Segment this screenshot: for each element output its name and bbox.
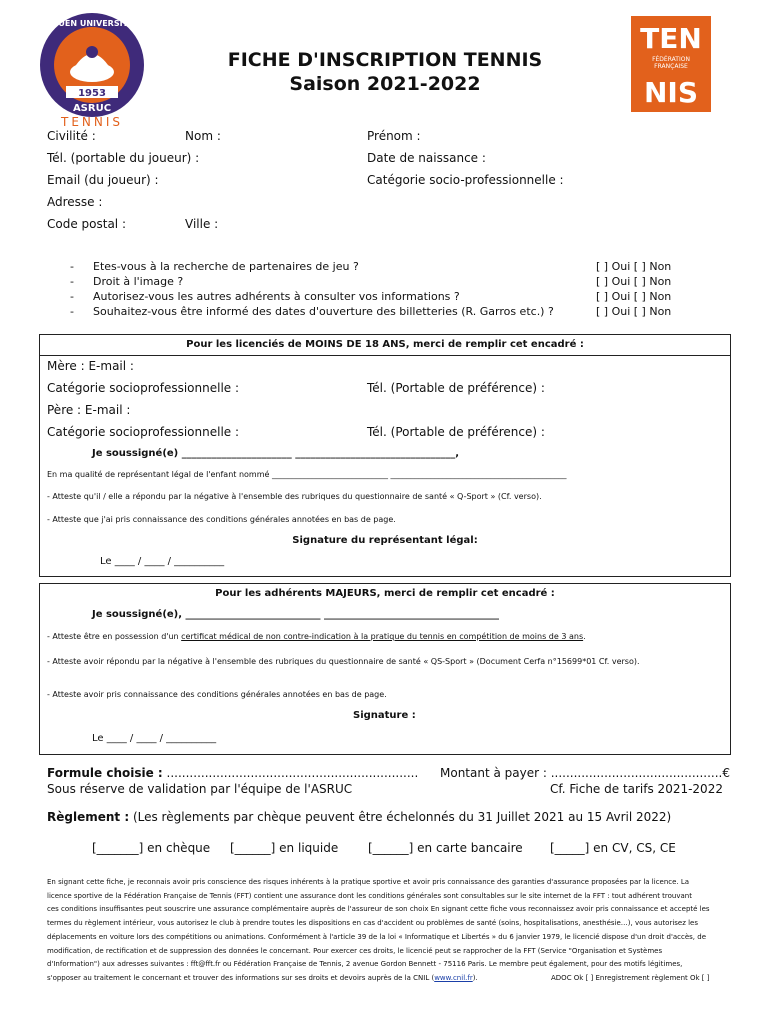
question-text: Autorisez-vous les autres adhérents à consulter vos informations ?: [93, 290, 460, 303]
question-text: Droit à l'image ?: [93, 275, 184, 288]
legal-line: En signant cette fiche, je reconnais avoir pris conscience des risques inhérents à la pratique sportive et avoir pris connaissance des garanties d'assurance proposées par la licence. La: [47, 878, 690, 886]
svg-text:TENNIS: TENNIS: [60, 115, 124, 128]
question-text: Etes-vous à la recherche de partenaires de jeu ?: [93, 260, 359, 273]
field-code-postal[interactable]: Code postal :: [47, 217, 126, 231]
list-item: -: [70, 290, 74, 303]
field-mere-email[interactable]: Mère : E-mail :: [47, 359, 134, 373]
svg-text:TEN: TEN: [640, 22, 702, 55]
field-tel[interactable]: Tél. (portable du joueur) :: [47, 151, 200, 165]
field-civilite[interactable]: Civilité :: [47, 129, 96, 143]
option-carte[interactable]: [______] en carte bancaire: [368, 841, 523, 855]
field-nom[interactable]: Nom :: [185, 129, 221, 143]
question-text: Souhaitez-vous être informé des dates d'ouverture des billetteries (R. Garros etc.) ?: [93, 305, 554, 318]
attestation-certificat-pre: - Atteste être en possession d'un: [47, 632, 182, 641]
reserve-text: Sous réserve de validation par l'équipe de l'ASRUC: [47, 782, 353, 796]
attestation-certificat-post: .: [583, 632, 586, 641]
field-prenom[interactable]: Prénom :: [367, 129, 421, 143]
field-categorie-pere[interactable]: Catégorie socioprofessionnelle :: [47, 425, 240, 439]
field-categorie[interactable]: Catégorie socio-professionnelle :: [367, 173, 564, 187]
option-liquide[interactable]: [______] en liquide: [230, 841, 339, 855]
list-item: -: [70, 260, 74, 273]
formule-dots: ..................................................................: [162, 766, 419, 780]
formule-line[interactable]: [47, 766, 418, 780]
question-answer[interactable]: [ ] Oui [ ] Non: [596, 305, 672, 318]
legal-line: modification, de rectification et de suppression des données le concernant. Pour exercer ces droits, le licencié peut se rapprocher de la FFT (Service "Organisation et Systèmes: [47, 946, 663, 955]
legal-line: d'Information") aux adresses suivantes : fft@fft.fr ou Fédération Française de Tennis, 2 avenue Gordon Bennett - 75116 Paris. Le membre peut également, pour des motifs légitimes,: [47, 960, 683, 969]
svg-text:NIS: NIS: [643, 76, 699, 109]
montant-field[interactable]: Montant à payer : .............................................€: [440, 766, 730, 780]
season: Saison 2021-2022: [289, 73, 481, 95]
qualite-line[interactable]: En ma qualité de représentant légal de l'enfant nommé _____________________________ ____________________________________________: [47, 470, 567, 479]
divider: [39, 355, 731, 356]
soussigne-minor[interactable]: Je soussigné(e) ______________________ ________________________________,: [92, 448, 460, 459]
cnil-link[interactable]: www.cnil.fr: [434, 973, 473, 982]
minors-heading: Pour les licenciés de MOINS DE 18 ANS, merci de remplir cet encadré :: [186, 339, 584, 350]
field-adresse[interactable]: Adresse :: [47, 195, 103, 209]
field-ville[interactable]: Ville :: [185, 217, 219, 231]
field-pere-email[interactable]: Père : E-mail :: [47, 403, 131, 417]
legal-line: termes du règlement intérieur, vous autorisez le club à prendre toutes les dispositions en cas d'accident ou problèmes de santé (soins, hospitalisations, anesthésie…), vous autorisez les: [47, 919, 699, 928]
svg-text:FRANÇAISE: FRANÇAISE: [654, 63, 688, 70]
list-item: -: [70, 305, 74, 318]
svg-text:A.S. ROUEN UNIVERSITÉ CLUB: A.S. ROUEN UNIVERSITÉ CLUB: [28, 19, 158, 28]
attestation-conditions: - Atteste que j'ai pris connaissance des conditions générales annotées en bas de page.: [47, 515, 396, 524]
svg-text:ASRUC: ASRUC: [72, 103, 112, 114]
field-email[interactable]: Email (du joueur) :: [47, 173, 159, 187]
reglement-line: [47, 810, 671, 824]
legal-notice: [47, 876, 723, 986]
legal-line-pre: s'opposer au traitement le concernant et trouver des informations sur ses droits et devoirs auprès de la CNIL (: [47, 973, 435, 982]
question-answer[interactable]: [ ] Oui [ ] Non: [596, 290, 672, 303]
field-tel-pere[interactable]: Tél. (Portable de préférence) :: [367, 425, 545, 439]
footer-checks[interactable]: ADOC Ok [ ] Enregistrement règlement Ok [ ]: [551, 973, 710, 982]
svg-text:1953: 1953: [78, 88, 106, 99]
attestation-qs-sport: - Atteste avoir répondu par la négative à l'ensemble des rubriques du questionnaire de santé « QS-Sport » (Document Cerfa n°15699*01 Cf. verso).: [47, 657, 640, 666]
signature-legal-label: Signature du représentant légal:: [292, 535, 478, 546]
question-answer[interactable]: [ ] Oui [ ] Non: [596, 275, 672, 288]
asruc-logo: [28, 10, 158, 128]
formule-label: Formule choisie :: [47, 766, 163, 780]
field-categorie-mere[interactable]: Catégorie socioprofessionnelle :: [47, 381, 240, 395]
signature-label: Signature :: [353, 710, 416, 721]
reglement-label: Règlement :: [47, 810, 130, 824]
attestation-conditions-adult: - Atteste avoir pris connaissance des conditions générales annotées en bas de page.: [47, 690, 387, 699]
legal-line-post: ).: [472, 973, 478, 982]
list-item: -: [70, 275, 74, 288]
question-answer[interactable]: [ ] Oui [ ] Non: [596, 260, 672, 273]
option-cheque[interactable]: [_______] en chèque: [92, 841, 211, 855]
form-title: FICHE D'INSCRIPTION TENNIS: [227, 49, 543, 71]
adults-heading: Pour les adhérents MAJEURS, merci de remplir cet encadré :: [215, 588, 555, 599]
legal-line: ces conditions insuffisantes peut souscrire une assurance complémentaire auprès de l'assureur de son choix En signant cette fiche vous reconnaissez avoir pris connaissance et accepté les: [47, 905, 710, 914]
legal-line: déplacements en voiture lors des compétitions ou animations. Conformément à l'article 39 de la loi « Informatique et Libertés » du 6 janvier 1979, le licencié dispose d'un droit d'accès, de: [47, 932, 707, 941]
page-title: [180, 48, 590, 96]
field-tel-mere[interactable]: Tél. (Portable de préférence) :: [367, 381, 545, 395]
fft-logo: [631, 16, 711, 112]
legal-line-last: [47, 972, 723, 986]
field-naissance[interactable]: Date de naissance :: [367, 151, 486, 165]
attestation-certificat: [47, 632, 586, 641]
svg-text:FÉDÉRATION: FÉDÉRATION: [652, 56, 690, 63]
certificat-link: certificat médical de non contre-indication à la pratique du tennis en compétition de moins de 3 ans: [181, 632, 584, 641]
reglement-text: (Les règlements par chèque peuvent être échelonnés du 31 Juillet 2021 au 15 Avril 2022): [129, 810, 672, 824]
date-adult[interactable]: Le ____ / ____ / __________: [92, 733, 217, 744]
attestation-qsport: - Atteste qu'il / elle a répondu par la négative à l'ensemble des rubriques du questionnaire de santé « Q-Sport » (Cf. verso).: [47, 492, 542, 501]
legal-line: licence sportive de la Fédération Française de Tennis (FFT) contient une assurance dont les conditions générales sont consultables sur le site internet de la FFT : tout adhérent trouvant: [47, 891, 692, 900]
option-cv[interactable]: [_____] en CV, CS, CE: [550, 841, 676, 855]
soussigne-adult[interactable]: Je soussigné(e), ___________________________ ___________________________________: [92, 609, 500, 620]
tarifs-text: Cf. Fiche de tarifs 2021-2022: [550, 782, 723, 796]
date-minor[interactable]: Le ____ / ____ / __________: [100, 556, 225, 567]
